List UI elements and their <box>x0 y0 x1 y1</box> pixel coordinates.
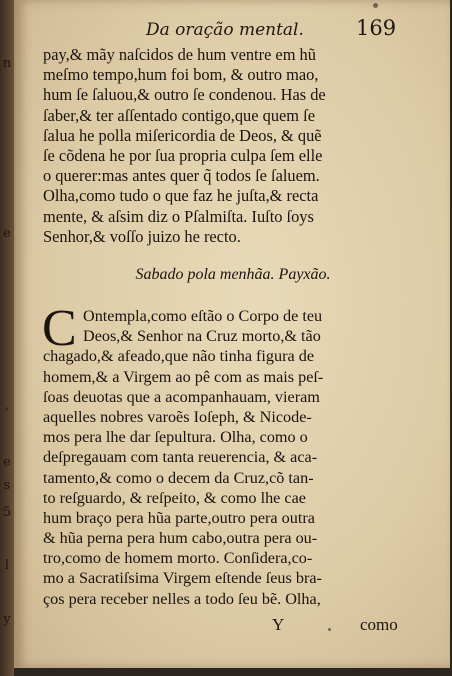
drop-cap: C <box>42 300 77 357</box>
text-line: ços pera receber nelles a todo ſeu bẽ. Olha, <box>43 589 321 608</box>
text-line: mente, & aſsim diz o Pſalmiſta. Iuſto ſoys <box>43 206 314 226</box>
page-header <box>16 14 450 44</box>
text-line: homem,& a Virgem ao pê com as mais peſ- <box>43 367 324 386</box>
page-footer <box>16 615 450 639</box>
text-line: hum braço pera hũa parte,outro pera outra <box>43 508 315 527</box>
ink-spot <box>373 3 378 8</box>
text-line: Ontempla,como eſtão o Corpo de teu <box>83 307 323 325</box>
margin-char: 5 <box>2 505 12 520</box>
text-line: mos pera lhe dar ſepultura. Olha, como o <box>43 428 308 447</box>
paragraph-contemplation <box>42 300 438 609</box>
text-line: Olha,como tudo o que faz he juſta,& recta <box>43 186 319 206</box>
text-line: chagado,& afeado,que não tinha figura de <box>43 347 315 366</box>
text-line: mo a Sacratiſsima Virgem eſtende ſeus bra- <box>43 569 322 588</box>
margin-char: e <box>3 455 11 470</box>
text-line: ſe cõdena he por ſua propria culpa ſem elle <box>43 145 323 165</box>
text-line: tro,como de homem morto. Conſidera,co- <box>43 549 313 568</box>
margin-char: e <box>3 226 11 241</box>
text-line: Senhor,& voſſo juizo he recto. <box>43 226 241 246</box>
text-line: hum ſe ſaluou,& outro ſe condenou. Has de <box>43 85 326 105</box>
paragraph-continued <box>43 45 438 247</box>
margin-char: n <box>2 56 12 71</box>
running-title: Da oração mental. <box>146 20 304 40</box>
text-line: deſpregauam com tanta reuerencia, & aca- <box>43 448 318 467</box>
text-line: meſmo tempo,hum foi bom, & outro mao, <box>43 65 319 85</box>
text-line: & hũa perna pera hum cabo,outra pera ou- <box>43 529 318 548</box>
margin-char: , <box>4 398 10 413</box>
signature-mark: Y <box>272 615 285 634</box>
text-line: pay,& mãy naſcidos de hum ventre em hũ <box>43 45 316 64</box>
margin-char: y <box>3 612 11 627</box>
facing-page-margin <box>0 0 14 676</box>
section-heading: Sabado pola menhãa. Payxão. <box>135 266 331 283</box>
margin-char: l <box>4 558 10 573</box>
text-line: ſoas deuotas que a acompanhauam, vieram <box>43 387 320 406</box>
text-line: ſalua he polla miſericordia de Deos, & quẽ <box>43 125 322 145</box>
ink-spot <box>328 628 331 631</box>
margin-char: s <box>3 478 11 493</box>
text-line: to reſguardo, & reſpeito, & como lhe cae <box>43 488 306 507</box>
text-line: o querer:mas antes quer q̃ todos ſe ſaluem. <box>43 166 320 186</box>
catchword: como <box>360 615 398 634</box>
page-number: 169 <box>356 16 397 40</box>
text-line: aquelles nobres varoẽs Ioſeph, & Nicode- <box>43 407 312 426</box>
text-line: tamento,& como o decem da Cruz,cõ tan- <box>43 468 314 487</box>
book-page <box>14 0 450 668</box>
text-line: ſaber,& ter aſſentado contigo,que quem ſe <box>43 105 315 125</box>
text-line: Deos,& Senhor na Cruz morto,& tão <box>83 327 321 346</box>
